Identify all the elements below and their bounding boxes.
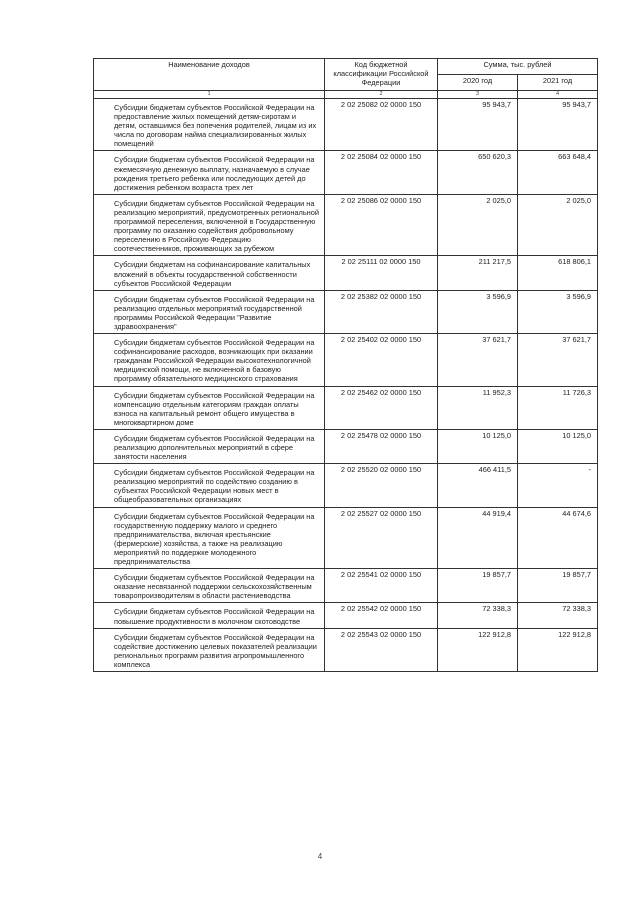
amount-2021-cell: 10 125,0	[518, 429, 598, 463]
budget-code-cell: 2 02 25111 02 0000 150	[325, 256, 438, 290]
header-year-2020: 2020 год	[438, 75, 518, 91]
amount-2021-cell: 3 596,9	[518, 290, 598, 333]
amount-2021-cell: 663 648,4	[518, 151, 598, 194]
amount-2020-cell: 95 943,7	[438, 99, 518, 151]
header-revenue-name: Наименование доходов	[94, 59, 325, 91]
revenue-name-cell: Субсидии бюджетам субъектов Российской Федерации на оказание несвязанной поддержки сельскохозяйственным товаропроизводителям в области растениеводства	[94, 569, 325, 603]
amount-2020-cell: 10 125,0	[438, 429, 518, 463]
amount-2020-cell: 37 621,7	[438, 334, 518, 386]
budget-code-cell: 2 02 25478 02 0000 150	[325, 429, 438, 463]
amount-2020-cell: 72 338,3	[438, 603, 518, 628]
revenue-table	[93, 58, 598, 672]
amount-2021-cell: -	[518, 464, 598, 507]
column-number: 4	[518, 91, 598, 99]
table-row	[94, 194, 598, 256]
table-row	[94, 151, 598, 194]
revenue-name-cell: Субсидии бюджетам субъектов Российской Федерации на предоставление жилых помещений детям-сиротам и детям, оставшимся без попечения родителей, лицам из их числа по договорам найма специализированных жилых помещений	[94, 99, 325, 151]
table-row	[94, 569, 598, 603]
table-row	[94, 429, 598, 463]
revenue-name-cell: Субсидии бюджетам субъектов Российской Федерации на реализацию дополнительных мероприятий в сфере занятости населения	[94, 429, 325, 463]
header-budget-code: Код бюджетной классификации Российской Федерации	[325, 59, 438, 91]
amount-2020-cell: 650 620,3	[438, 151, 518, 194]
revenue-name-cell: Субсидии бюджетам субъектов Российской Федерации на компенсацию отдельным категориям граждан оплаты взноса на капитальный ремонт общего имущества в многоквартирном доме	[94, 386, 325, 429]
budget-code-cell: 2 02 25462 02 0000 150	[325, 386, 438, 429]
budget-code-cell: 2 02 25527 02 0000 150	[325, 507, 438, 569]
budget-code-cell: 2 02 25520 02 0000 150	[325, 464, 438, 507]
revenue-name-cell: Субсидии бюджетам субъектов Российской Федерации на реализацию мероприятий, предусмотренных региональной программой переселения, включенной в Государственную программу по оказанию содействия добровольному переселению в Российскую Федерацию соотечественников, проживающих за рубежом	[94, 194, 325, 256]
amount-2020-cell: 3 596,9	[438, 290, 518, 333]
amount-2020-cell: 44 919,4	[438, 507, 518, 569]
budget-code-cell: 2 02 25082 02 0000 150	[325, 99, 438, 151]
amount-2021-cell: 618 806,1	[518, 256, 598, 290]
revenue-name-cell: Субсидии бюджетам на софинансирование капитальных вложений в объекты государственной собственности субъектов Российской Федерации	[94, 256, 325, 290]
revenue-name-cell: Субсидии бюджетам субъектов Российской Федерации на повышение продуктивности в молочном скотоводстве	[94, 603, 325, 628]
header-year-2021: 2021 год	[518, 75, 598, 91]
table-row	[94, 256, 598, 290]
budget-code-cell: 2 02 25086 02 0000 150	[325, 194, 438, 256]
amount-2021-cell: 44 674,6	[518, 507, 598, 569]
revenue-name-cell: Субсидии бюджетам субъектов Российской Федерации на реализацию мероприятий по содействию созданию в субъектах Российской Федерации новых мест в общеобразовательных организациях	[94, 464, 325, 507]
amount-2021-cell: 2 025,0	[518, 194, 598, 256]
amount-2021-cell: 37 621,7	[518, 334, 598, 386]
budget-code-cell: 2 02 25541 02 0000 150	[325, 569, 438, 603]
amount-2020-cell: 211 217,5	[438, 256, 518, 290]
amount-2020-cell: 122 912,8	[438, 628, 518, 671]
table-header-row	[94, 59, 598, 75]
table-body	[94, 99, 598, 672]
column-number: 1	[94, 91, 325, 99]
page-number: 4	[317, 852, 323, 861]
column-number: 3	[438, 91, 518, 99]
revenue-name-cell: Субсидии бюджетам субъектов Российской Федерации на софинансирование расходов, возникающих при оказании гражданам Российской Федерации высокотехнологичной медицинской помощи, не включенной в базовую программу обязательного медицинского страхования	[94, 334, 325, 386]
revenue-name-cell: Субсидии бюджетам субъектов Российской Федерации на ежемесячную денежную выплату, назначаемую в случае рождения третьего ребенка или последующих детей до достижения ребенком возраста трех лет	[94, 151, 325, 194]
revenue-name-cell: Субсидии бюджетам субъектов Российской Федерации на государственную поддержку малого и среднего предпринимательства, включая крестьянские (фермерские) хозяйства, а также на реализацию мероприятий по поддержке молодежного предпринимательства	[94, 507, 325, 569]
table-row	[94, 507, 598, 569]
table-row	[94, 464, 598, 507]
header-sum: Сумма, тыс. рублей	[438, 59, 598, 75]
column-number-row	[94, 91, 598, 99]
table-row	[94, 386, 598, 429]
table-row	[94, 603, 598, 628]
budget-code-cell: 2 02 25543 02 0000 150	[325, 628, 438, 671]
revenue-name-cell: Субсидии бюджетам субъектов Российской Федерации на реализацию отдельных мероприятий государственной программы Российской Федерации "Развитие здравоохранения"	[94, 290, 325, 333]
revenue-name-cell: Субсидии бюджетам субъектов Российской Федерации на содействие достижению целевых показателей реализации региональных программ развития агропромышленного комплекса	[94, 628, 325, 671]
amount-2021-cell: 19 857,7	[518, 569, 598, 603]
amount-2020-cell: 466 411,5	[438, 464, 518, 507]
amount-2020-cell: 2 025,0	[438, 194, 518, 256]
table-row	[94, 334, 598, 386]
budget-code-cell: 2 02 25402 02 0000 150	[325, 334, 438, 386]
amount-2021-cell: 72 338,3	[518, 603, 598, 628]
table-row	[94, 628, 598, 671]
amount-2020-cell: 11 952,3	[438, 386, 518, 429]
budget-code-cell: 2 02 25084 02 0000 150	[325, 151, 438, 194]
table-row	[94, 99, 598, 151]
budget-code-cell: 2 02 25542 02 0000 150	[325, 603, 438, 628]
amount-2021-cell: 95 943,7	[518, 99, 598, 151]
amount-2021-cell: 122 912,8	[518, 628, 598, 671]
table-row	[94, 290, 598, 333]
budget-code-cell: 2 02 25382 02 0000 150	[325, 290, 438, 333]
amount-2021-cell: 11 726,3	[518, 386, 598, 429]
column-number: 2	[325, 91, 438, 99]
amount-2020-cell: 19 857,7	[438, 569, 518, 603]
